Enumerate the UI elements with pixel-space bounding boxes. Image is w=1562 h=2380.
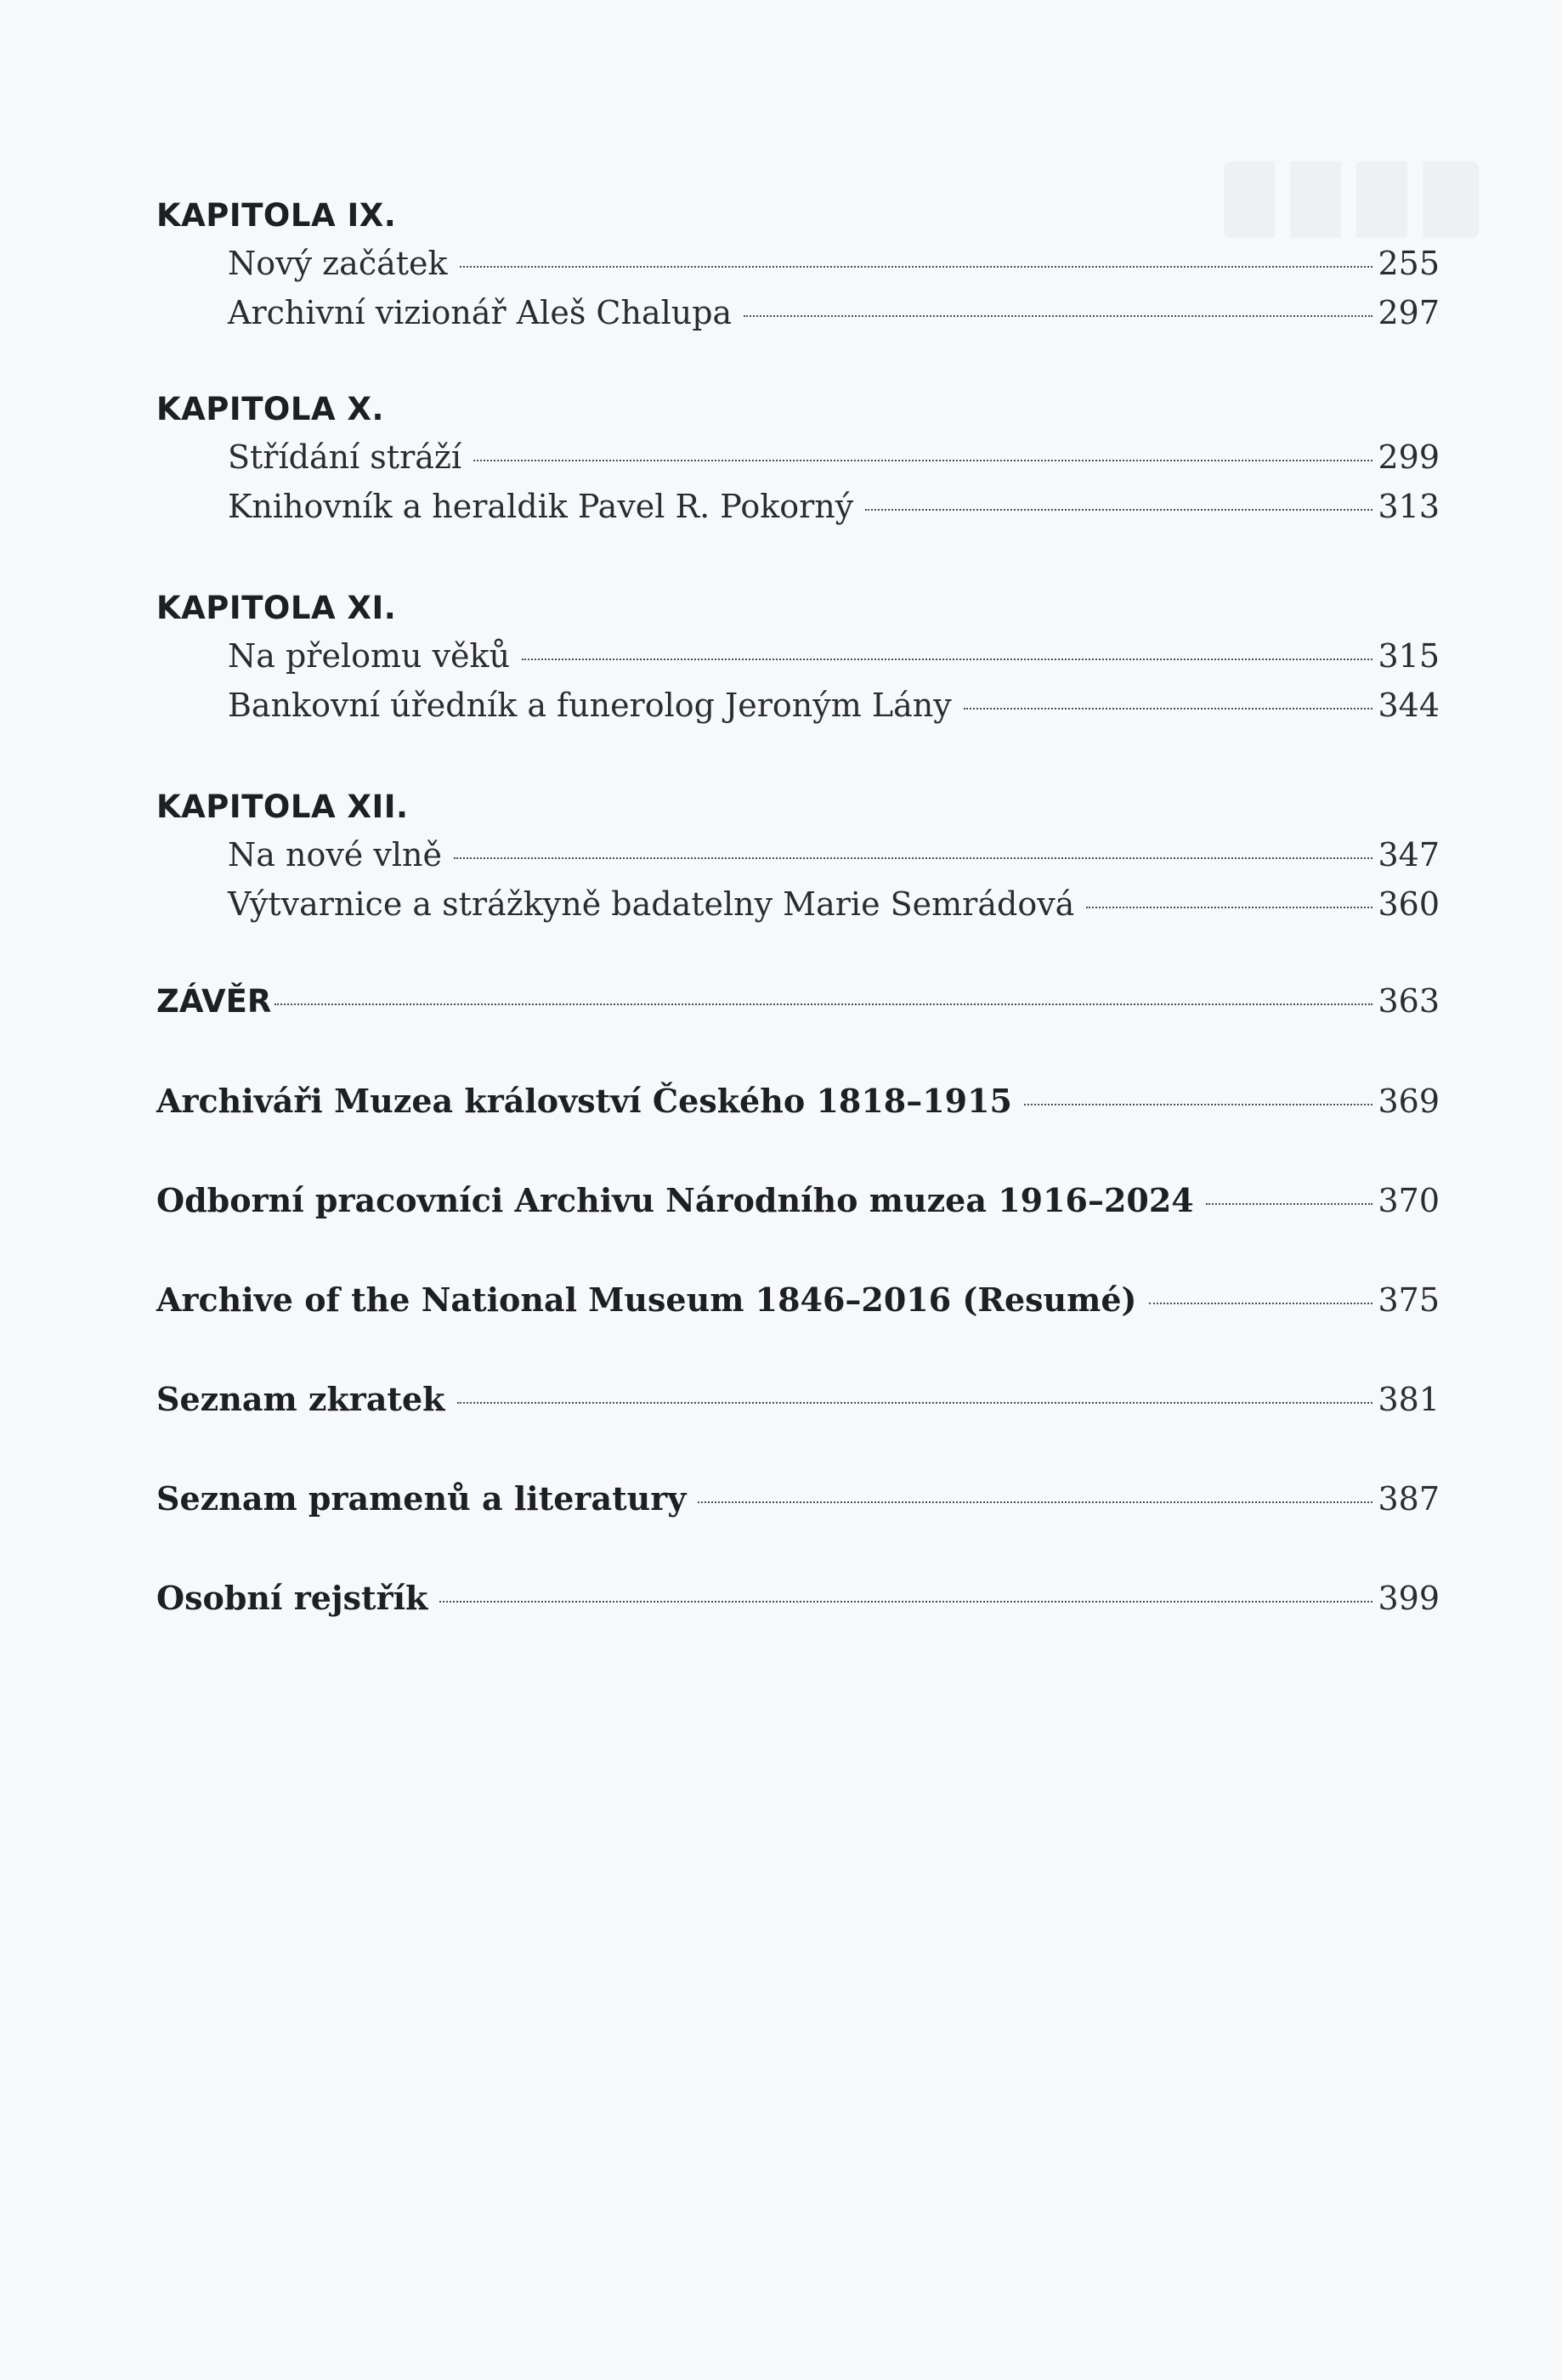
appendix-page-number: 369 bbox=[1378, 1083, 1440, 1120]
toc-entry bbox=[228, 836, 1440, 879]
appendix-title: Odborní pracovníci Archivu Národního muzea 1916–2024 bbox=[156, 1181, 1194, 1219]
dot-leader bbox=[1086, 907, 1372, 908]
appendix-entry bbox=[156, 1479, 1440, 1525]
appendix-entry bbox=[156, 1380, 1440, 1426]
chapter-heading: KAPITOLA XI. bbox=[156, 590, 397, 626]
entry-page-number: 255 bbox=[1378, 245, 1440, 282]
toc-entry bbox=[228, 687, 1440, 729]
entry-page-number: 347 bbox=[1378, 836, 1440, 873]
dot-leader bbox=[865, 509, 1372, 511]
appendix-page-number: 375 bbox=[1378, 1281, 1440, 1319]
appendix-entry bbox=[156, 1280, 1440, 1326]
entry-title: Nový začátek bbox=[228, 245, 448, 282]
entry-page-number: 313 bbox=[1378, 488, 1440, 525]
dot-leader bbox=[964, 708, 1373, 709]
chapter-heading: KAPITOLA IX. bbox=[156, 197, 397, 234]
show-through-shadow bbox=[1224, 161, 1479, 238]
appendix-title: Archive of the National Museum 1846–2016 (Resumé) bbox=[156, 1280, 1137, 1319]
entry-title: Výtvarnice a strážkyně badatelny Marie Semrádová bbox=[228, 885, 1075, 923]
dot-leader bbox=[473, 460, 1372, 461]
dot-leader bbox=[698, 1501, 1372, 1503]
appendix-entry bbox=[156, 1181, 1440, 1227]
appendix-entry bbox=[156, 1579, 1440, 1625]
dot-leader bbox=[744, 315, 1372, 317]
entry-title: Střídání stráží bbox=[228, 438, 462, 476]
dot-leader bbox=[454, 857, 1373, 859]
appendix-page-number: 399 bbox=[1378, 1580, 1440, 1617]
dot-leader bbox=[274, 1003, 1372, 1005]
dot-leader bbox=[439, 1601, 1372, 1603]
chapter-heading: KAPITOLA XII. bbox=[156, 789, 409, 825]
toc-entry bbox=[228, 245, 1440, 287]
dot-leader bbox=[522, 659, 1372, 660]
dot-leader bbox=[460, 266, 1373, 268]
entry-title: Bankovní úředník a funerolog Jeroným Lány bbox=[228, 687, 952, 724]
appendix-title: Seznam pramenů a literatury bbox=[156, 1479, 687, 1518]
entry-title: Na nové vlně bbox=[228, 836, 442, 873]
appendix-title: Archiváři Muzea království Českého 1818–1915 bbox=[156, 1082, 1012, 1120]
dot-leader bbox=[1149, 1303, 1373, 1304]
chapter-heading: KAPITOLA X. bbox=[156, 391, 385, 427]
entry-title: Archivní vizionář Aleš Chalupa bbox=[228, 294, 733, 331]
dot-leader bbox=[1024, 1104, 1373, 1105]
toc-entry bbox=[228, 488, 1440, 530]
appendix-page-number: 381 bbox=[1378, 1381, 1440, 1418]
toc-entry bbox=[228, 294, 1440, 336]
toc-entry bbox=[228, 885, 1440, 928]
appendix-title: Osobní rejstřík bbox=[156, 1579, 428, 1617]
conclusion-title: ZÁVĚR bbox=[156, 983, 272, 1020]
appendix-title: Seznam zkratek bbox=[156, 1380, 445, 1418]
entry-page-number: 360 bbox=[1378, 885, 1440, 923]
entry-page-number: 344 bbox=[1378, 687, 1440, 724]
toc-entry bbox=[228, 637, 1440, 680]
appendix-page-number: 370 bbox=[1378, 1182, 1440, 1219]
entry-title: Na přelomu věků bbox=[228, 637, 511, 675]
toc-entry bbox=[228, 438, 1440, 481]
entry-page-number: 315 bbox=[1378, 637, 1440, 675]
entry-title: Knihovník a heraldik Pavel R. Pokorný bbox=[228, 488, 854, 525]
appendix-entry bbox=[156, 1082, 1440, 1128]
conclusion-page-number: 363 bbox=[1378, 982, 1440, 1020]
dot-leader bbox=[1206, 1203, 1373, 1205]
conclusion-entry bbox=[156, 982, 1440, 1028]
entry-page-number: 297 bbox=[1378, 294, 1440, 331]
appendix-page-number: 387 bbox=[1378, 1480, 1440, 1518]
entry-page-number: 299 bbox=[1378, 438, 1440, 476]
dot-leader bbox=[457, 1402, 1373, 1404]
